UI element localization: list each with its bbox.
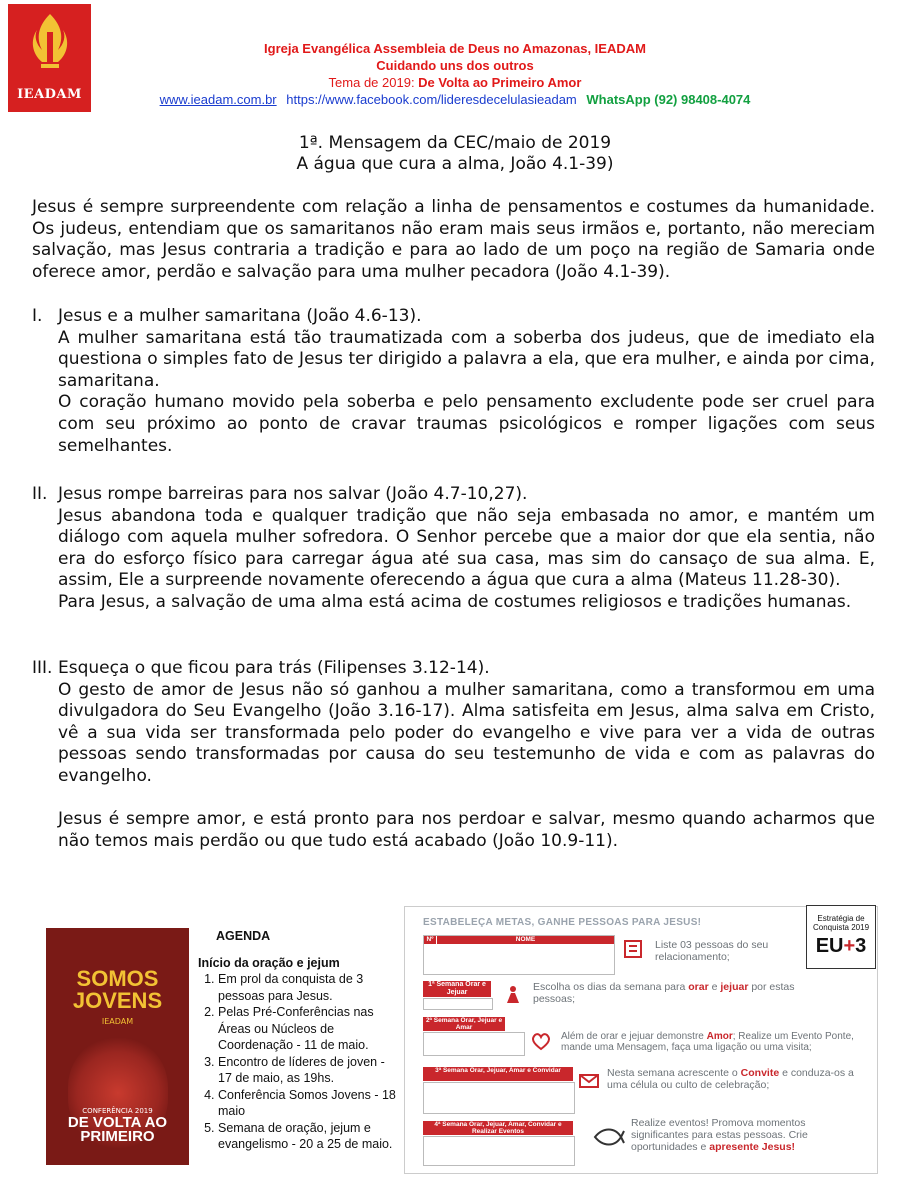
strategy-three: 3 [855, 935, 867, 957]
message-title [0, 133, 910, 175]
step-3-a: Além de orar e jejuar demonstre [561, 1031, 707, 1042]
fish-icon [593, 1125, 625, 1149]
agenda-item: 5. Semana de oração, jejum e evangelismo - 20 a 25 de maio. [218, 1120, 398, 1153]
week-2-grid [423, 1032, 525, 1056]
col-number-header: Nº [424, 936, 436, 944]
step-5-a: Realize eventos! Promova momentos significantes para estas pessoas. Crie oportunidades e [631, 1117, 808, 1153]
section-paragraph: O coração humano movido pela soberba e pelo pensamento excludente pode ser cruel para com seu próximo ao ponto de cravar traumas psicológicos e romper ligações com seus semelhantes. [58, 392, 875, 456]
step-3-c: ; Realize um Evento Ponte, mande uma Mensagem, faça uma ligação ou uma visita; [561, 1031, 854, 1053]
section-2 [32, 484, 875, 614]
step-4-text [607, 1067, 857, 1091]
step-4-invite: Convite [740, 1067, 780, 1079]
week-1-days [423, 998, 493, 1010]
step-2-fast: jejuar [720, 981, 749, 993]
section-number: II. [32, 484, 48, 504]
step-3-love: Amor [706, 1031, 733, 1042]
church-name: Igreja Evangélica Assembleia de Deus no Amazonas, IEADAM [264, 41, 646, 56]
ieadam-logo [8, 4, 91, 112]
step-5-text [631, 1117, 859, 1153]
agenda-item: 2. Pelas Pré-Conferências nas Áreas ou Núcleos de Coordenação - 11 de maio. [218, 1004, 398, 1054]
agenda-list [198, 971, 398, 1153]
section-number: III. [32, 658, 53, 678]
theme-bold: De Volta ao Primeiro Amor [418, 75, 582, 90]
heart-hands-icon [529, 1029, 553, 1053]
list-icon [621, 937, 645, 961]
week-4-grid [423, 1136, 575, 1166]
agenda-item: 4. Conferência Somos Jovens - 18 maio [218, 1087, 398, 1120]
section-heading: Esqueça o que ficou para trás (Filipenses 3.12-14). [58, 658, 490, 678]
section-1 [32, 306, 875, 457]
section-number: I. [32, 306, 43, 326]
title-line-1: 1ª. Mensagem da CEC/maio de 2019 [298, 133, 612, 153]
flame-logo-icon [28, 12, 72, 72]
poster-title: SOMOS JOVENS [72, 966, 163, 1013]
step-2-a: Escolha os dias da semana para [533, 981, 689, 993]
agenda-item: 3. Encontro de líderes de joven - 17 de maio, as 19hs. [218, 1054, 398, 1087]
poster-subtitle: IEADAM [101, 1017, 134, 1026]
section-paragraph: O gesto de amor de Jesus não só ganhou a mulher samaritana, como a transformou em uma divulgadora do Seu Evangelho (João 3.16-17). Alma satisfeita em Jesus, alma salva em Cristo, vê a sua vida ser transformada pelo poder do evangelho e vive para ver a vida de outras pessoas sendo transformadas por causa do seu testemunho de vida e com as palavras do evangelho. [58, 679, 875, 786]
document-header [100, 40, 810, 108]
section-paragraph: Para Jesus, a salvação de uma alma está acima de costumes religiosos e tradições humanas. [58, 591, 852, 612]
envelope-icon [577, 1069, 601, 1093]
section-paragraph: A mulher samaritana está tão traumatizada com a soberba dos judeus, que de imediato ela questiona o simples fato de Jesus ter dirigido a palavra a ela, que era mulher, e ainda por cima, samaritana. [58, 327, 875, 391]
section-heading: Jesus e a mulher samaritana (João 4.6-13). [58, 306, 422, 326]
agenda-item: 1. Em prol da conquista de 3 pessoas para Jesus. [218, 971, 398, 1004]
agenda [198, 928, 398, 1153]
motto: Cuidando uns dos outros [376, 58, 534, 73]
agenda-subheading: Início da oração e jejum [198, 955, 340, 970]
step-5-present: apresente Jesus! [709, 1141, 796, 1153]
step-2-text [533, 981, 833, 1005]
step-2-pray: orar [688, 981, 709, 993]
strategy-logo [807, 936, 875, 956]
closing-paragraph: Jesus é sempre amor, e está pronto para nos perdoar e salvar, mesmo quando acharmos que não temos mais perdão ou que tudo está acabado (João 10.9-11). [58, 809, 875, 851]
title-line-2: A água que cura a alma, João 4.1-39) [296, 154, 614, 174]
strategy-plus: + [843, 935, 856, 957]
logo-text: IEADAM [17, 87, 82, 102]
step-4-a: Nesta semana acrescente o [607, 1067, 741, 1079]
poster-small-caption: CONFERÊNCIA 2019 [82, 1107, 153, 1115]
website-link[interactable]: www.ieadam.com.br [159, 92, 277, 107]
whatsapp-contact: WhatsApp (92) 98408-4074 [586, 92, 751, 107]
poster-theme: DE VOLTA AO PRIMEIRO [67, 1114, 168, 1145]
section-heading: Jesus rompe barreiras para nos salvar (João 4.7-10,27). [58, 484, 528, 504]
week-3-label: 3ª Semana Orar, Jejuar, Amar e Convidar [423, 1067, 573, 1081]
step-4-c: e conduza-os a uma célula ou culto de celebração; [607, 1067, 854, 1091]
week-2-label: 2ª Semana Orar, Jejuar e Amar [423, 1017, 505, 1031]
step-1-text: Liste 03 pessoas do seu relacionamento; [655, 939, 769, 963]
theme-prefix: Tema de 2019: [328, 75, 419, 90]
names-table [423, 935, 615, 975]
week-1-label: 1ª Semana Orar e Jejuar [423, 981, 491, 997]
facebook-link[interactable]: https://www.facebook.com/lideresdecelulasieadam [286, 92, 577, 107]
conference-poster [46, 928, 189, 1165]
col-name-header: NOME [437, 936, 614, 944]
contact-links [100, 91, 810, 108]
section-3 [32, 658, 875, 852]
section-paragraph: Jesus abandona toda e qualquer tradição que não seja embasada no amor, e mantém um diálogo com aquela mulher sofredora. O Senhor percebe que a maior dor que ela sentia, não era do esforço físico para carregar água até sua casa, mas sim do cansaço de sua alma. E, assim, Ele a surpreende novamente oferecendo a água que cura a alma (Mateus 11.28-30). [58, 505, 875, 591]
step-2-e: por estas pessoas; [533, 981, 795, 1005]
strategy-caption: Estratégia de Conquista 2019 [812, 914, 870, 932]
strategy-badge [806, 905, 876, 969]
theme-line [100, 74, 810, 91]
intro-paragraph: Jesus é sempre surpreendente com relação a linha de pensamentos e costumes da humanidade. Os judeus, entendiam que os samaritanos não eram mais seus irmãos e, portanto, não mereciam salvação, mas Jesus contraria a tradição e para ao lado de um poço na região de Samaria onde oferece amor, perdão e salvação para uma mulher pecadora (João 4.1-39). [32, 197, 875, 282]
step-3-text [561, 1031, 871, 1053]
week-3-grid [423, 1082, 575, 1114]
week-4-label: 4ª Semana Orar, Jejuar, Amar, Convidar e Realizar Eventos [423, 1121, 573, 1135]
agenda-heading: AGENDA [216, 929, 271, 943]
praying-icon [501, 983, 525, 1007]
strategy-eu: EU [815, 935, 844, 957]
plan-title: ESTABELEÇA METAS, GANHE PESSOAS PARA JESUS! [423, 917, 702, 928]
step-2-c: e [708, 981, 721, 993]
